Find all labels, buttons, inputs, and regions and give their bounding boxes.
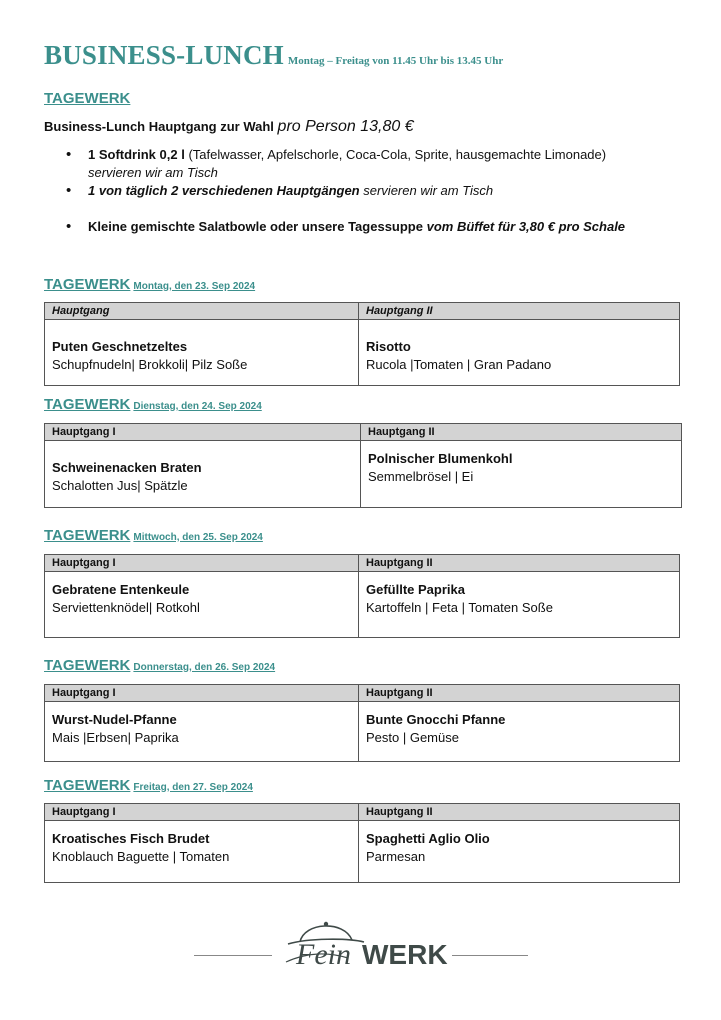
- dish-name: Gefüllte Paprika: [366, 582, 465, 597]
- dish-sides: Schalotten Jus| Spätzle: [52, 478, 188, 493]
- day-heading-wednesday: [44, 527, 263, 544]
- dish-sides: Semmelbrösel | Ei: [368, 469, 474, 484]
- day-date: Montag, den 23. Sep 2024: [133, 281, 256, 292]
- day-heading-label: TAGEWERK: [44, 777, 131, 794]
- menu-table-wednesday: [44, 554, 680, 638]
- bullet-text: (Tafelwasser, Apfelschorle, Coca-Cola, Sprite, hausgemachte Limonade): [188, 147, 607, 162]
- footer-divider-right: [452, 955, 528, 956]
- feinwerk-logo: [278, 912, 448, 972]
- dish-cell: [45, 702, 359, 762]
- dish-name: Kroatisches Fisch Brudet: [52, 831, 210, 846]
- day-heading-label: TAGEWERK: [44, 527, 131, 544]
- column-header: Hauptgang II: [359, 804, 680, 821]
- svg-text:WERK: WERK: [362, 939, 448, 970]
- page-subtitle: Montag – Freitag von 11.45 Uhr bis 13.45 Uhr: [287, 55, 504, 67]
- day-heading-tuesday: [44, 396, 262, 413]
- dish-cell: [359, 572, 680, 638]
- dish-name: Gebratene Entenkeule: [52, 582, 190, 597]
- day-heading-label: TAGEWERK: [44, 276, 131, 293]
- svg-text:Fein: Fein: [296, 938, 351, 971]
- dish-cell: [45, 572, 359, 638]
- dish-name: Puten Geschnetzeltes: [52, 339, 188, 354]
- dish-name: Wurst-Nudel-Pfanne: [52, 712, 177, 727]
- dish-sides: Kartoffeln | Feta | Tomaten Soße: [366, 600, 553, 615]
- dish-sides: Mais |Erbsen| Paprika: [52, 730, 179, 745]
- day-heading-label: TAGEWERK: [44, 657, 131, 674]
- day-date: Freitag, den 27. Sep 2024: [133, 782, 253, 793]
- dish-sides: Pesto | Gemüse: [366, 730, 459, 745]
- column-header: Hauptgang II: [359, 685, 680, 702]
- bullet-italic-text: servieren wir am Tisch: [88, 165, 218, 180]
- day-date: Donnerstag, den 26. Sep 2024: [133, 662, 276, 673]
- menu-table-monday: [44, 302, 680, 386]
- dish-name: Risotto: [366, 339, 411, 354]
- dish-name: Polnischer Blumenkohl: [368, 451, 513, 466]
- day-date: Mittwoch, den 25. Sep 2024: [133, 532, 263, 543]
- bullet-bold-text: 1 Softdrink 0,2 l: [88, 147, 185, 162]
- menu-table-tuesday: [44, 423, 682, 508]
- list-item: [66, 182, 686, 200]
- day-heading-thursday: [44, 657, 275, 674]
- day-heading-label: TAGEWERK: [44, 396, 131, 413]
- intro-heading: TAGEWERK: [44, 90, 131, 107]
- bullet-bold-italic-text: 1 von täglich 2 verschiedenen Hauptgängen: [88, 183, 360, 198]
- day-date: Dienstag, den 24. Sep 2024: [133, 401, 262, 412]
- column-header: Hauptgang I: [45, 424, 361, 441]
- dish-sides: Rucola |Tomaten | Gran Padano: [366, 357, 552, 372]
- dish-sides: Knoblauch Baguette | Tomaten: [52, 849, 230, 864]
- price-line: [44, 118, 414, 136]
- dish-cell: [45, 441, 361, 508]
- column-header: Hauptgang II: [359, 555, 680, 572]
- bullet-bold-italic-text: vom Büffet für 3,80 € pro Schale: [426, 219, 626, 234]
- dish-name: Bunte Gnocchi Pfanne: [366, 712, 506, 727]
- bullet-italic-text: servieren wir am Tisch: [363, 183, 494, 198]
- footer-divider-left: [194, 955, 272, 956]
- dish-cell: [361, 441, 682, 508]
- column-header: Hauptgang I: [45, 555, 359, 572]
- dish-cell: [359, 320, 680, 386]
- intro-bullet-list: [66, 146, 686, 236]
- dish-cell: [45, 821, 359, 883]
- page-title: BUSINESS-LUNCH: [44, 40, 284, 70]
- price-value: pro Person 13,80 €: [277, 118, 414, 135]
- dish-cell: [359, 821, 680, 883]
- column-header: Hauptgang I: [45, 685, 359, 702]
- dish-sides: Serviettenknödel| Rotkohl: [52, 600, 200, 615]
- menu-table-friday: [44, 803, 680, 883]
- page-title-line: [44, 40, 503, 71]
- dish-sides: Schupfnudeln| Brokkoli| Pilz Soße: [52, 357, 248, 372]
- dish-sides: Parmesan: [366, 849, 426, 864]
- menu-table-thursday: [44, 684, 680, 762]
- dish-cell: [45, 320, 359, 386]
- column-header: Hauptgang II: [361, 424, 682, 441]
- dish-name: Schweinenacken Braten: [52, 460, 202, 475]
- day-heading-monday: [44, 276, 255, 293]
- day-heading-friday: [44, 777, 253, 794]
- column-header: Hauptgang II: [359, 303, 680, 320]
- list-item: [66, 146, 686, 182]
- column-header: Hauptgang I: [45, 804, 359, 821]
- dish-cell: [359, 702, 680, 762]
- bullet-bold-text: Kleine gemischte Salatbowle oder unsere Tagessuppe: [88, 219, 423, 234]
- price-label: Business-Lunch Hauptgang zur Wahl: [44, 119, 274, 134]
- dish-name: Spaghetti Aglio Olio: [366, 831, 490, 846]
- list-item: [66, 218, 686, 236]
- column-header: Hauptgang: [45, 303, 359, 320]
